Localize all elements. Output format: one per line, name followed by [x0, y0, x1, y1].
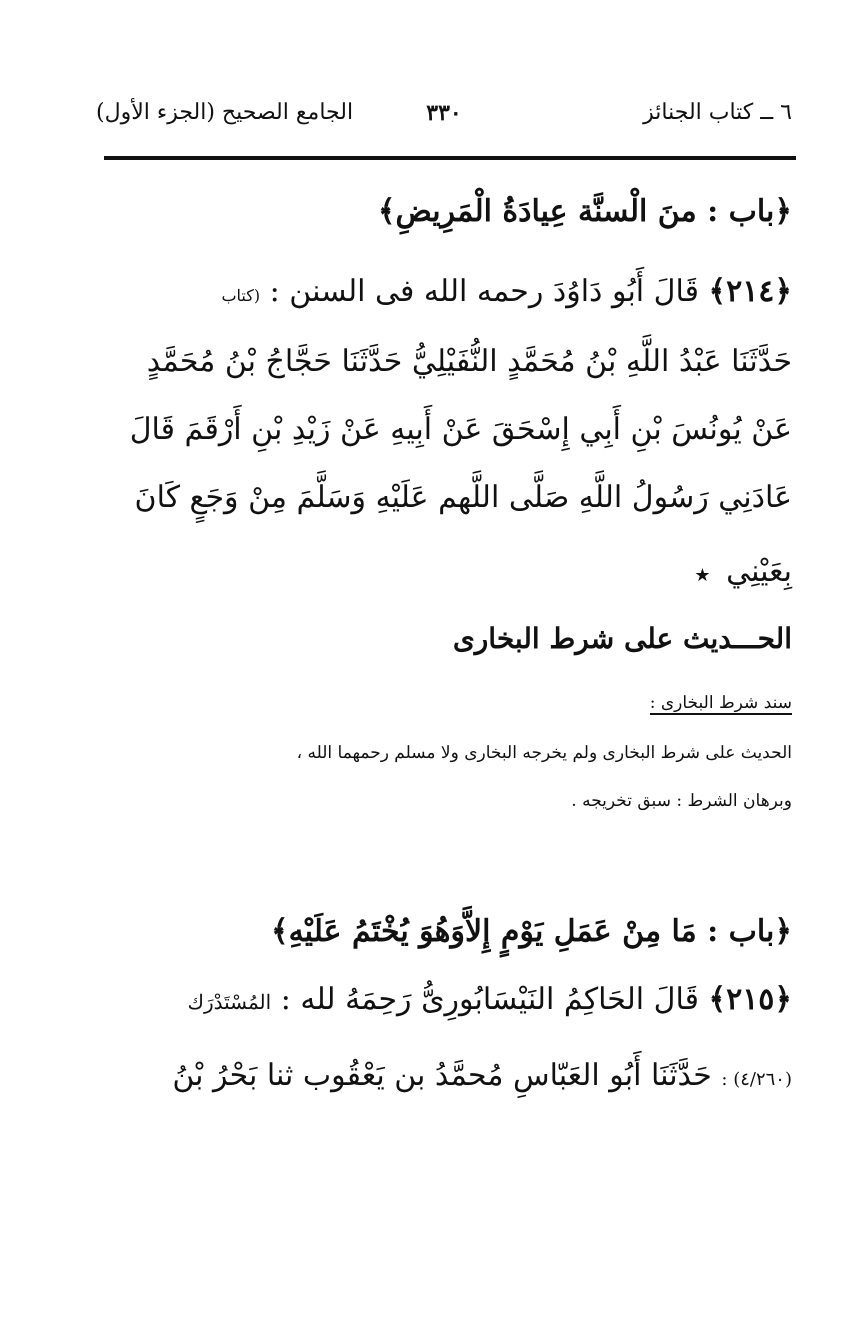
narrator-intro: قَالَ الحَاكِمُ النَيْسَابُورِىُّ رَحِمَهُ لله :: [280, 982, 699, 1017]
hadith-line: عَادَنِي رَسُولُ اللَّهِ صَلَّى اللَّهم عَلَيْهِ وَسَلَّمَ مِنْ وَجَعٍ كَانَ: [134, 480, 792, 515]
book-title: الجامع الصحيح (الجزء الأول): [96, 100, 354, 125]
chapter-title: ٦ ــ كتاب الجنائز: [643, 100, 792, 125]
source-ref: (كتاب: [221, 286, 261, 305]
header-rule: [104, 156, 796, 160]
source-name: المُسْتَدْرَك: [187, 990, 272, 1014]
note-line: وبرهان الشرط : سبق تخريجه .: [571, 791, 792, 811]
hadith-number-215: ﴿٢١٥﴾: [708, 982, 792, 1017]
hadith-line: حَدَّثَنَا أَبُو العَبّاسِ مُحمَّدُ بن يَعْقُوب ثنا بَحْرُ بْنُ: [172, 1058, 712, 1093]
sanad-heading: سند شرط البخارى :: [649, 693, 792, 713]
star-icon: ★: [694, 565, 711, 586]
hadith-line: عَنْ يُونُسَ بْنِ أَبِي إِسْحَقَ عَنْ أَبِيهِ عَنْ زَيْدِ بْنِ أَرْقَمَ قَالَ: [129, 412, 792, 447]
hadith-number-214: ﴿٢١٤﴾: [708, 274, 792, 309]
hadith-line: بِعَيْنِي: [726, 554, 792, 589]
hadith-intro-214: [221, 270, 792, 318]
running-header: [96, 100, 792, 140]
note-line: الحديث على شرط البخارى ولم يخرجه البخارى ولا مسلم رحمهما الله ،: [296, 743, 792, 763]
source-ref: (٤/٢٦٠) :: [721, 1069, 792, 1090]
sanad-heading-wrap: [650, 690, 792, 716]
narrator-intro: قَالَ أَبُو دَاوُدَ رحمه الله فى السنن :: [269, 274, 699, 309]
section-title-1: ﴿باب : منَ الْسنَّة عِيادَةُ الْمَرِيضِ﴾: [377, 194, 792, 229]
section-title-2: ﴿باب : مَا مِنْ عَمَلِ يَوْمٍ إِلاَّوَهُوَ يُخْتَمُ عَلَيْهِ﴾: [271, 914, 792, 949]
hadith-line-last: [694, 550, 792, 598]
hadith-grade: الحـــديث على شرط البخارى: [452, 622, 792, 655]
hadith-line-215: [172, 1054, 792, 1102]
page-number: ٣٣٠: [426, 100, 462, 126]
hadith-intro-215: [187, 978, 792, 1024]
hadith-line: حَدَّثَنَا عَبْدُ اللَّهِ بْنُ مُحَمَّدٍ النُّفَيْلِيُّ حَدَّثَنَا حَجَّاجُ بْنُ مُحَمَّدٍ: [146, 344, 792, 379]
